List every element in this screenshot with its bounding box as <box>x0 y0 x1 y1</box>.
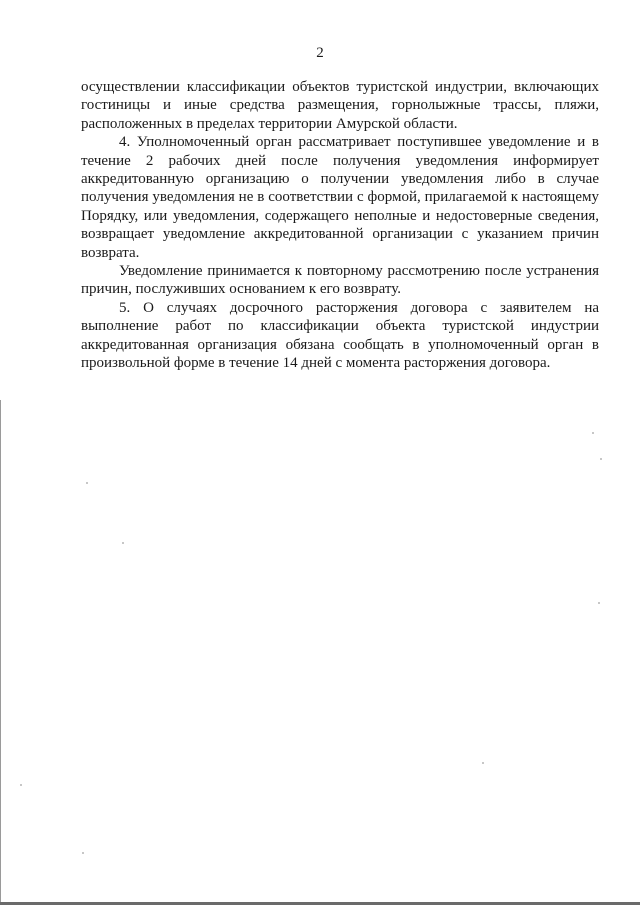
scan-speck <box>82 852 84 854</box>
scan-speck <box>482 762 484 764</box>
page-number: 2 <box>316 45 324 61</box>
document-body <box>81 78 599 373</box>
paragraph-resubmission: Уведомление принимается к повторному рассмотрению после устранения причин, послуживших основанием к его возврату. <box>81 263 599 298</box>
scan-speck <box>600 458 602 460</box>
paragraph-item-4: 4. Уполномоченный орган рассматривает поступившее уведомление и в течение 2 рабочих дней после получения уведомления информирует аккредитованную организацию о получении уведомления либо в случае получения уведомления не в соответствии с формой, прилагаемой к настоящему Порядку, или уведомления, содержащего неполные и недостоверные сведения, возвращает уведомление аккредитованной организации с указанием причин возврата. <box>81 134 599 261</box>
scan-speck <box>20 784 22 786</box>
scan-speck <box>598 602 600 604</box>
scan-edge-left <box>0 400 1 905</box>
scan-speck <box>122 542 124 544</box>
paragraph-item-5: 5. О случаях досрочного расторжения договора с заявителем на выполнение работ по классификации объекта туристской индустрии аккредитованная организация обязана сообщать в уполномоченный орган в произвольной форме в течение 14 дней с момента расторжения договора. <box>81 299 599 372</box>
scan-speck <box>86 482 88 484</box>
paragraph-continuation: осуществлении классификации объектов туристской индустрии, включающих гостиницы и иные средства размещения, горнолыжные трассы, пляжи, расположенных в пределах территории Амурской области. <box>81 79 599 132</box>
scan-speck <box>592 432 594 434</box>
